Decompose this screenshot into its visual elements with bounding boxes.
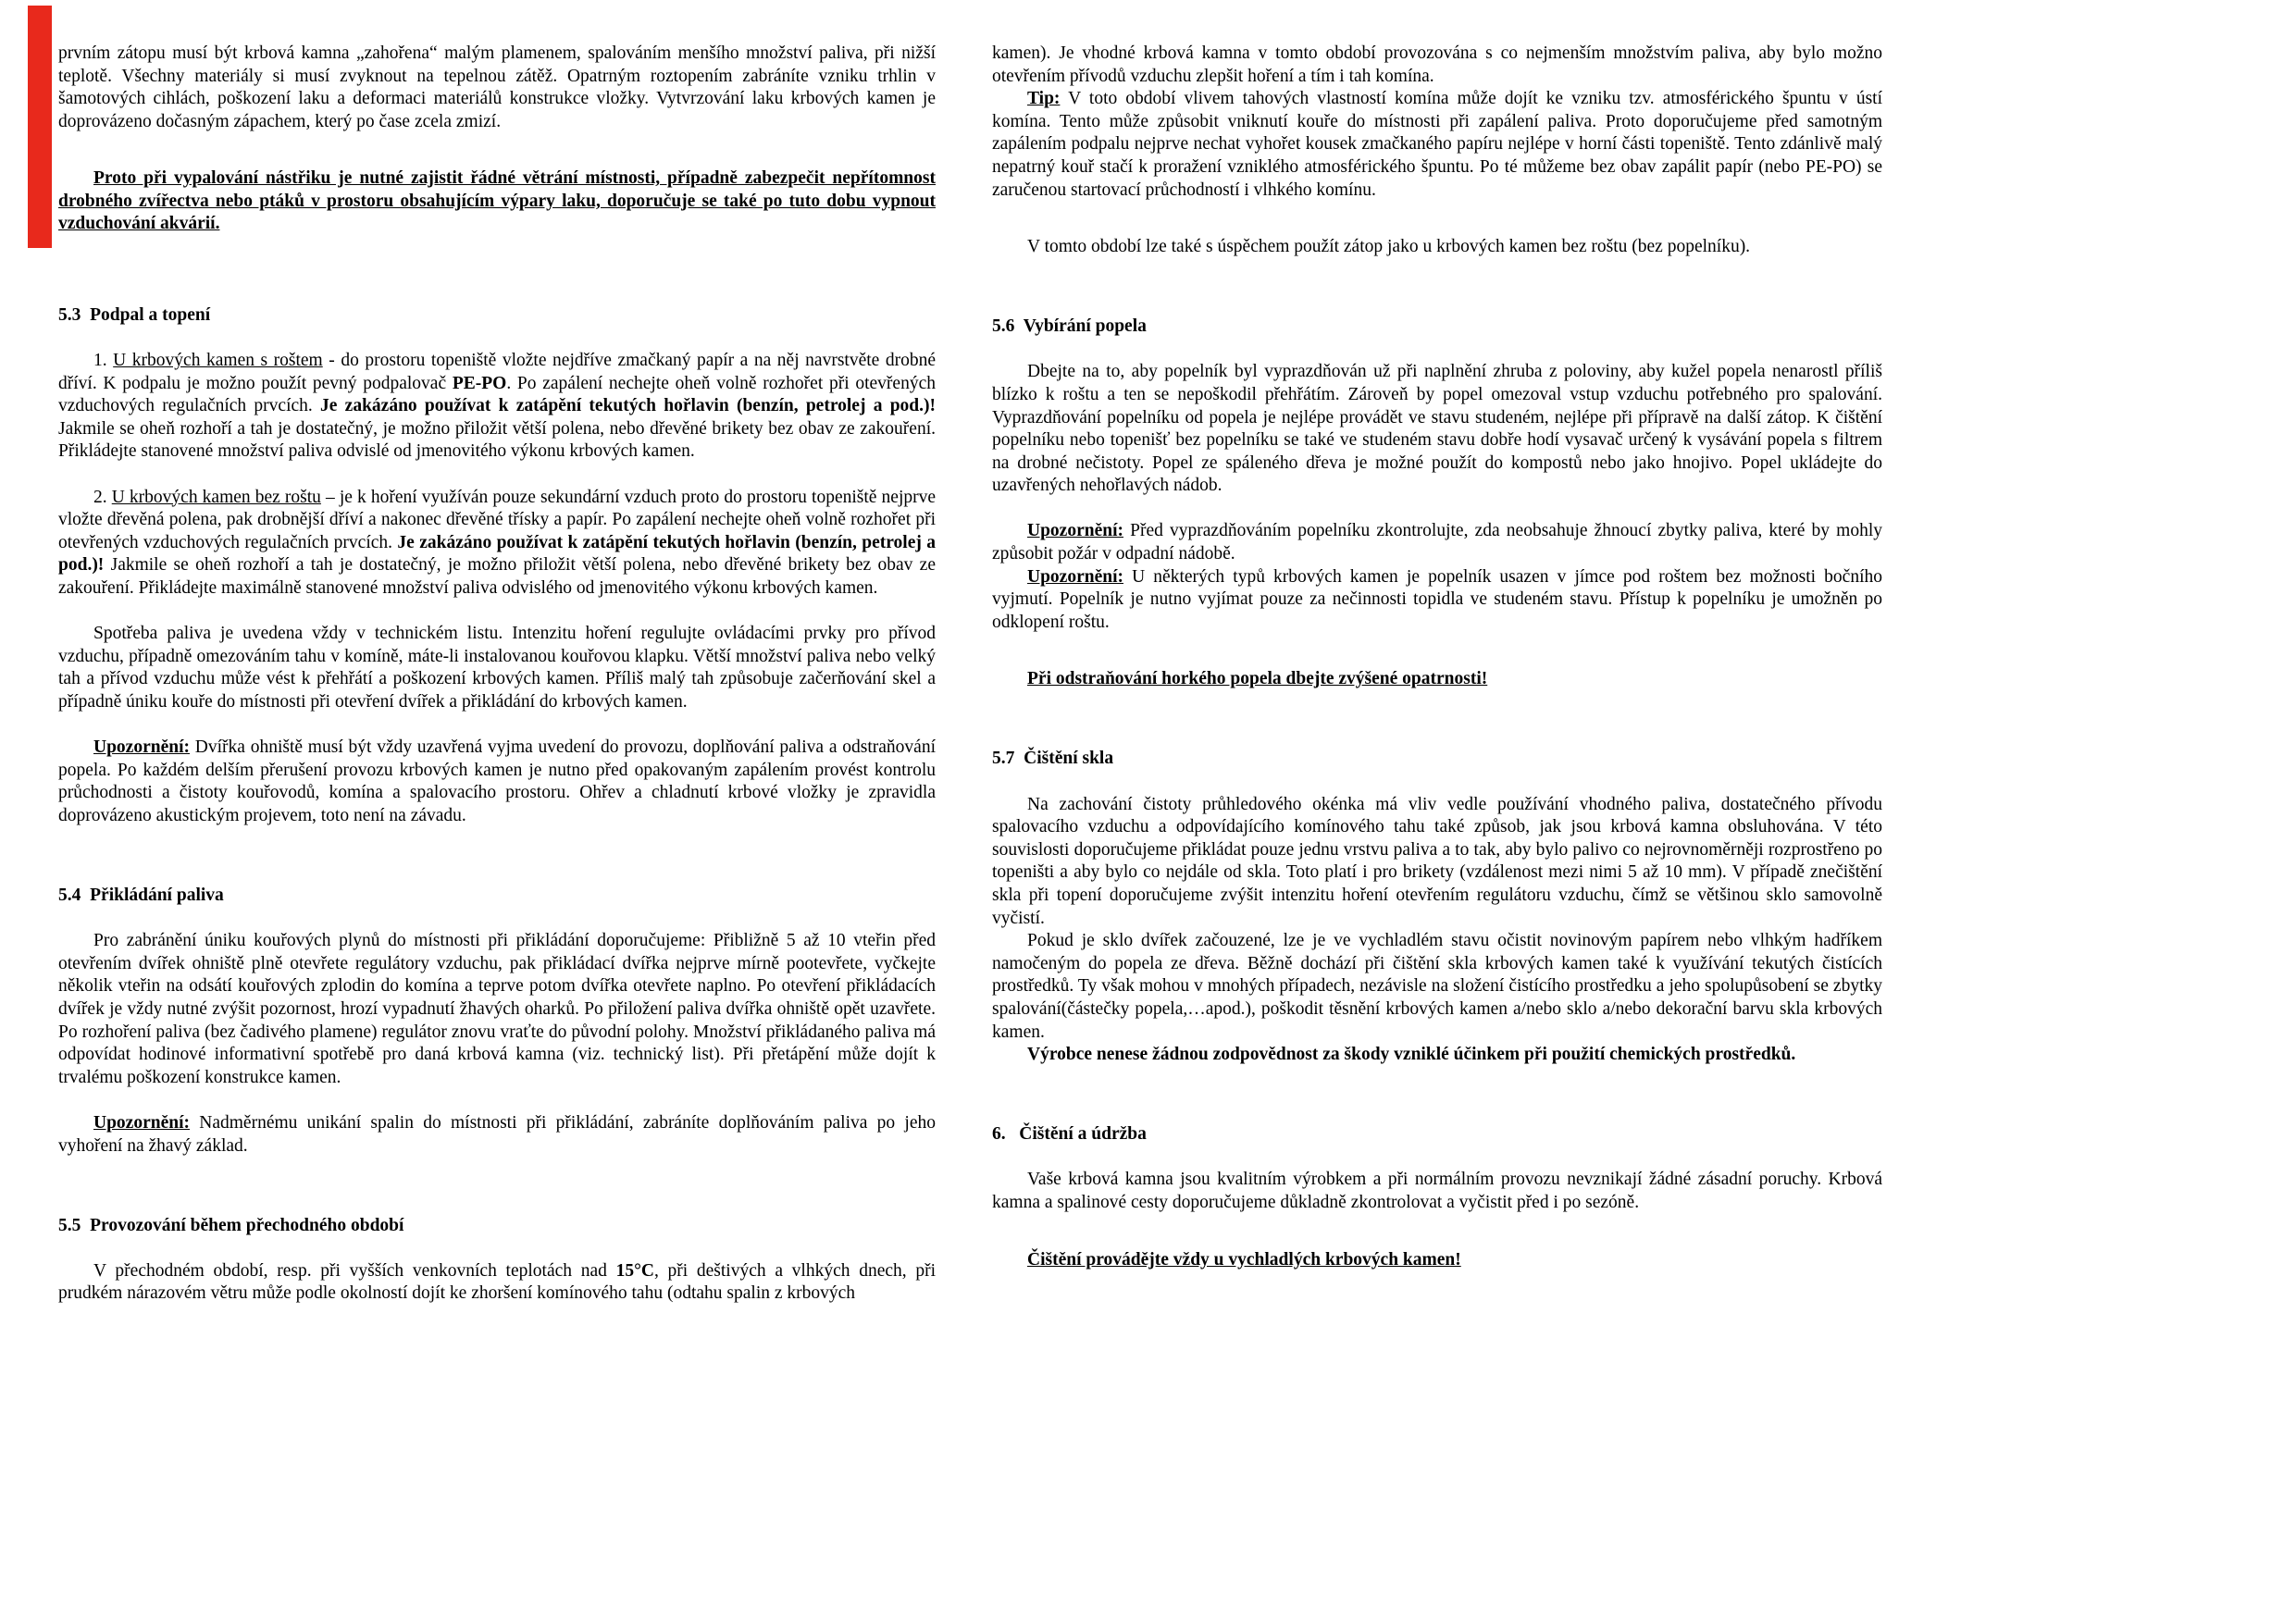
text-run: , při deštivých a vlhkých dnech, při prudkém nárazovém větru může podle okolností dojít ke zhoršení komínového tahu (odtahu spalin z krbových (58, 1260, 936, 1304)
text-run: Upozornění: (93, 1112, 190, 1133)
text-run: Dvířka ohniště musí být vždy uzavřená vyjma uvedení do provozu, doplňování paliva a odstraňování popela. Po každém delším přerušení provozu krbových kamen je nutno před opakovaným zapálením provést kontrolu průchodnosti a čistoty kouřovodů, komína a spalovacího prostoru. Ohřev a chladnutí krbové vložky je zpravidla doprovázeno akustickým projevem, toto není na závadu. (58, 737, 936, 825)
text-run: Upozornění: (1027, 521, 1123, 541)
text-run: 1. (93, 351, 114, 371)
text-run: 15°C (615, 1260, 654, 1281)
text-run: Je zakázáno používat k zatápění tekutých hořlavin (benzín, petrolej a pod.)! (320, 396, 936, 416)
paragraph (992, 1169, 1882, 1214)
text-run: 2. (93, 487, 112, 507)
text-run: Výrobce nenese žádnou zodpovědnost za škody vzniklé účinkem při použití chemických prostředků. (1027, 1045, 1796, 1065)
paragraph (992, 43, 1882, 88)
paragraph (992, 88, 1882, 202)
text-run: Upozornění: (1027, 566, 1123, 587)
text-run: U některých typů krbových kamen je popelník usazen v jímce pod roštem bez možnosti bočního vyjmutí. Popelník je nutno vyjímat pouze za nečinnosti topidla ve studeném stavu. Přístup k popelníku je umožněn po odklopení roštu. (992, 566, 1882, 632)
text-run: Nadměrnému unikání spalin do místnosti při přikládání, zabráníte doplňováním paliva po jeho vyhoření na žhavý základ. (58, 1112, 936, 1156)
paragraph (58, 1112, 936, 1158)
text-run: Jakmile se oheň rozhoří a tah je dostatečný, je možno přiložit větší polena, nebo dřevěné brikety bez obav ze zakouření. Přikládejte stanovené množství paliva odvislé od jmenovitého výkonu krbových kamen. (58, 418, 936, 462)
paragraph (58, 623, 936, 713)
text-run: Pokud je sklo dvířek začouzené, lze je ve vychladlém stavu očistit novinovým papírem nebo vlhkým hadříkem namočeným do popela ze dřeva. Běžně dochází při čištění skla krbových kamen také k využívání tekutých čistících prostředků. Ty však mohou v mnohých případech, nezávisle na složení čistícího prostředku a jeho spolupůsobení se zbytky spalování(částečky popela,…apod.), poškodit těsnění krbových kamen a/nebo sklo a/nebo dekorační barvu skla krbových kamen. (992, 931, 1882, 1042)
text-run: Upozornění: (93, 737, 190, 758)
section-heading (58, 1215, 936, 1238)
text-run: Tip: (1027, 89, 1061, 109)
text-run: V přechodném období, resp. při vyšších venkovních teplotách nad (93, 1260, 616, 1281)
paragraph (992, 930, 1882, 1044)
text-run: PE-PO (452, 373, 507, 393)
text-run: 6. Čištění a údržba (992, 1124, 1147, 1145)
text-run: 5.5 Provozování během přechodného období (58, 1215, 404, 1235)
text-run: prvním zátopu musí být krbová kamna „zahořena“ malým plamenem, spalováním menšího množství paliva, při nižší teplotě. Všechny materiály si musí zvyknout na tepelnou zátěž. Opatrným roztopením zabráníte vzniku trhlin v šamotových cihlách, poškození laku a deformaci materiálů konstrukce vložky. Vytvrzování laku krbových kamen je doprovázeno dočasným zápachem, který po čase zcela zmizí. (58, 43, 936, 131)
section-heading (58, 304, 936, 328)
text-run: Pro zabránění úniku kouřových plynů do místnosti při přikládání doporučujeme: Přibližně 5 až 10 vteřin před otevřením dvířek ohniště plně otevřete regulátory vzduchu, pak přikládací dvířka nejprve mírně pootevřete, vyčkejte několik vteřin na odsátí kouřových zplodin do komína a teprve potom dvířka otevřete naplno. Po otevření přikládacích dvířek je vždy nutné zvýšit pozornost, hrozí vypadnutí žhavých oharků. Po přiložení paliva dvířka ohniště opět uzavřete. Po rozhoření paliva (bez čadivého plamene) regulátor znovu vraťte do původní polohy. Množství přikládaného paliva má odpovídat hodinové informativní spotřebě pro daná krbová kamna (viz. technický list). Při přetápění může dojít k trvalému poškození konstrukce kamen. (58, 931, 936, 1087)
text-run: 5.6 Vybírání popela (992, 316, 1147, 337)
section-heading (992, 748, 1882, 771)
text-run: kamen). Je vhodné krbová kamna v tomto období provozována s co nejmenším množstvím paliva, aby bylo možno otevřením přívodů vzduchu zlepšit hoření a tím i tah komína. (992, 43, 1882, 86)
text-run: Je zakázáno používat k zatápění tekutých hořlavin (benzín, petrolej a pod.)! (58, 532, 936, 576)
text-run: Spotřeba paliva je uvedena vždy v technickém listu. Intenzitu hoření regulujte ovládacími prvky pro přívod vzduchu, případně omezováním tahu v komíně, máte-li instalovanou kouřovou klapku. Větší množství paliva nebo velký tah a přívod vzduchu může vést k přehřátí a poškození krbových kamen. Příliš malý tah způsobuje začerňování skel a případně úniku kouře do místnosti při otevření dvířek a přikládání do krbových kamen. (58, 624, 936, 712)
paragraph (58, 737, 936, 827)
paragraph (992, 236, 1882, 259)
left-column (58, 43, 936, 1306)
paragraph (58, 167, 936, 236)
text-run: U krbových kamen bez roštu (111, 487, 321, 507)
paragraph (992, 361, 1882, 498)
text-run: – je k hoření využíván pouze sekundární vzduch proto do prostoru topeniště nejprve vložte dřevěná polena, pak drobnější dříví a nakonec dřevěné třísky a papír. Po zapálení nechejte oheň volně rozhořet při otevřených vzduchových regulačních prvcích. (58, 487, 937, 552)
text-run: Vaše krbová kamna jsou kvalitním výrobkem a při normálním provozu nevznikají žádné zásadní poruchy. Krbová kamna a spalinové cesty doporučujeme důkladně zkontrolovat a vyčistit před i po sezóně. (992, 1170, 1882, 1213)
text-run: 5.4 Přikládání paliva (58, 886, 224, 905)
text-run: Proto při vypalování nástřiku je nutné zajistit řádné větrání místnosti, případně zabezpečit nepřítomnost drobného zvířectva nebo ptáků v prostoru obsahujícím výpary laku, doporučuje se také po tuto dobu vypnout vzduchování akvárií. (58, 168, 936, 234)
text-run: V tomto období lze také s úspěchem použít zátop jako u krbových kamen bez roštu (bez popelníku). (1027, 237, 1751, 257)
paragraph (992, 566, 1882, 635)
paragraph (992, 1044, 1882, 1067)
text-run: . Po zapálení nechejte oheň volně rozhořet při otevřených vzduchových regulačních prvcích. (58, 373, 936, 416)
text-run: 5.3 Podpal a topení (58, 304, 211, 325)
paragraph (992, 1249, 1882, 1272)
text-run: Před vyprazdňováním popelníku zkontrolujte, zda neobsahuje žhnoucí zbytky paliva, které by mohly způsobit požár v odpadní nádobě. (992, 521, 1882, 564)
paragraph (58, 43, 936, 133)
text-run: Na zachování čistoty průhledového okénka má vliv vedle používání vhodného paliva, dostatečného přívodu spalovacího vzduchu a odpovídajícího komínového tahu také způsob, jak jsou krbová kamna obsluhována. V této souvislosti doporučujeme přikládat pouze jednu vrstvu paliva a to tak, aby bylo palivo co nejrovnoměrněji rozprostřeno po topeništi a aby bylo co nejdále od skla. Toto platí i pro brikety (vzdálenost mezi nimi 5 až 10 mm). V případě znečištění skla při topení doporučujeme zvýšit intenzitu hoření otevřením regulátoru vzduchu, čímž se většinou sklo samovolně vyčistí. (992, 794, 1882, 928)
text-run: - do prostoru topeniště vložte nejdříve zmačkaný papír a na něj navrstvěte drobné dříví. K podpalu je možno použít pevný podpalovač (58, 351, 937, 393)
paragraph (58, 1260, 936, 1306)
text-run: Čištění provádějte vždy u vychladlých krbových kamen! (1027, 1249, 1461, 1270)
text-run: V toto období vlivem tahových vlastností komína může dojít ke vzniku tzv. atmosférického špuntu v ústí komína. Tento může způsobit vniknutí kouře do místnosti při zapálení paliva. Proto doporučujeme před samotným zapálením podpalu nejprve nechat vyhořet kousek zmačkaného papíru nejlépe v horní části topeniště. Tento zdánlivě malý nepatrný kouř stačí k proražení vzniklého atmosférického špuntu. Po té můžeme bez obav zapálit papír (nebo PE-PO) se zaručenou startovací průchodností i vlhkého komínu. (992, 89, 1882, 200)
paragraph (58, 930, 936, 1089)
text-run: Při odstraňování horkého popela dbejte zvýšené opatrnosti! (1027, 669, 1488, 689)
text-run: 5.7 Čištění skla (992, 749, 1114, 769)
paragraph (992, 794, 1882, 931)
paragraph (992, 520, 1882, 565)
section-heading (992, 1123, 1882, 1146)
red-margin-mark (28, 6, 52, 248)
text-run: Dbejte na to, aby popelník byl vyprazdňován už při naplnění zhruba z poloviny, aby kužel popela nenarostl příliš blízko k roštu a ten se nepoškodil přehřátím. Zároveň by popel omezoval vstup vzduchu potřebného pro spalování. Vyprazdňování popelníku od popela je nejlépe provádět ve stavu studeném, nejlépe při přípravě na další zátop. K čištění popelníku nebo topenišť bez popelníku se také ve studeném stavu dobře hodí vysavač určený k vysávání popela s filtrem na drobné nečistoty. Popel ze spáleného dřeva je možné použít do kompostů nebo jako hnojivo. Popel ukládejte do uzavřených nehořlavých nádob. (992, 362, 1882, 496)
section-heading (992, 316, 1882, 339)
paragraph (58, 487, 936, 601)
right-column (992, 43, 1882, 1271)
paragraph (992, 668, 1882, 691)
text-run: Jakmile se oheň rozhoří a tah je dostatečný, je možno přiložit větší polena, nebo dřevěné brikety bez obav ze zakouření. Přikládejte maximálně stanovené množství paliva odvislého od jmenovitého výkonu krbových kamen. (58, 555, 936, 598)
text-run: U krbových kamen s roštem (113, 351, 323, 371)
section-heading (58, 885, 936, 908)
paragraph (58, 350, 936, 464)
